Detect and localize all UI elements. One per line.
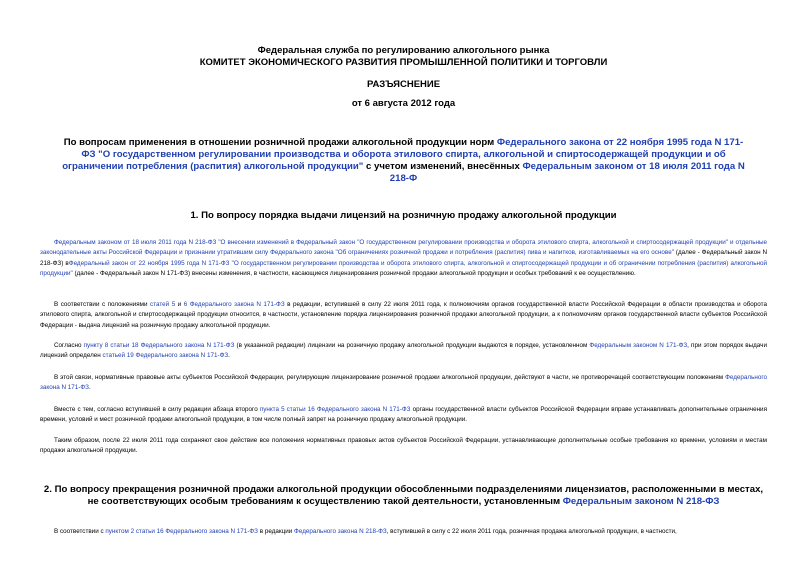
section-1-paragraph-3 (40, 341, 767, 362)
paragraph-text: В этой связи, нормативные правовые акты субъектов Российской Федерации, регулирующие лицензирование розничной продажи алкогольной продукции, действуют в части, не противоречащей соответствующим положениям (54, 374, 726, 381)
intro-text-1: По вопросам применения в отношении розничной продажи алкогольной продукции норм (63, 137, 497, 148)
link-law-171-provisions[interactable]: Федерального закона N 171-ФЗ (40, 374, 767, 392)
paragraph-text: В соответствии с положениями (54, 301, 151, 308)
committee-name: КОМИТЕТ ЭКОНОМИЧЕСКОГО РАЗВИТИЯ ПРОМЫШЛЕННОЙ ПОЛИТИКИ И ТОРГОВЛИ (199, 57, 608, 68)
paragraph-text: В соответствии с (54, 528, 106, 535)
section-1-paragraph-2 (40, 300, 767, 331)
paragraph-text: . (88, 384, 91, 392)
link-clause-8-article-18[interactable]: пункту 8 статьи 18 Федерального закона N 171-ФЗ (83, 342, 235, 349)
link-law-171[interactable]: Федеральным законом N 171-ФЗ (589, 342, 688, 349)
paragraph-text: органы государственной власти субъектов Российской Федерации вправе устанавливать дополнительные ограничения времени, условий и мест розничной продажи алкогольной продукции, в том числе полный запрет на розничную продажу алкогольной продукции. (40, 406, 767, 424)
paragraph-text: Согласно (54, 342, 84, 349)
paragraph-text: и (175, 301, 184, 308)
agency-name: Федеральная служба по регулированию алкогольного рынка (257, 45, 550, 56)
link-clause-5-article-16[interactable]: пункта 5 статьи 16 Федерального закона N 171-ФЗ (259, 406, 411, 413)
intro-text-2: с учетом изменений, внесённых (363, 161, 523, 172)
paragraph-text: Вместе с тем, согласно вступившей в силу редакции абзаца второго (54, 406, 260, 413)
section-1-paragraph-6 (40, 436, 767, 457)
intro-heading (60, 137, 747, 185)
section-1-paragraph-1 (40, 238, 767, 280)
paragraph-text: Таким образом, после 22 июля 2011 года сохраняют свое действие все положения нормативных правовых актов субъектов Российской Федерации, устанавливающие дополнительные особые требования ко времени, условиям и местам продажи алкогольной продукции. (40, 437, 767, 455)
paragraph-text: (далее - Федеральный закон N 218-ФЗ) в (40, 249, 767, 267)
paragraph-text: в редакции (258, 528, 295, 535)
section-1-paragraph-4 (40, 373, 767, 394)
link-article-5[interactable]: статей 5 (150, 301, 176, 308)
section-2-title-text: 2. По вопросу прекращения розничной продажи алкогольной продукции обособленными подразделениями лицензиатов, расположенными в местах, не соответствующих особым требованиям к осуществлению такой деятельности, установленным (43, 484, 764, 507)
link-federal-law-171[interactable]: Федерального закона от 22 ноября 1995 года N 171-ФЗ "О государственном регулировании производства и оборота этилового спирта, алкогольной и спиртосодержащей продукции и об ограничении потребления (распития) алкогольной продукции" (62, 137, 744, 172)
section-1-paragraph-5 (40, 405, 767, 426)
paragraph-text: (далее - Федеральный закон N 171-ФЗ) внесены изменения, в частности, касающиеся лицензирования розничной продажи алкогольной продукции и особых требований к ее осуществлению. (72, 270, 636, 278)
paragraph-text: . (228, 352, 230, 360)
link-law-171-full-title[interactable]: Федеральный закон от 22 ноября 1995 года N 171-ФЗ "О государственном регулировании производства и оборота этилового спирта, алкогольной и спиртосодержащей продукции и об ограничении потребления (распития) алкогольной продукции" (40, 259, 767, 278)
link-article-6-law-171[interactable]: 6 Федерального закона N 171-ФЗ (183, 301, 285, 308)
paragraph-text: в редакции, вступившей в силу 22 июля 2011 года, к полномочиям органов государственной власти Российской Федерации в области производства и оборота этилового спирта, алкогольной и спиртосодержащей продукции относится, в частности, установление порядка лицензирования розничной продажи алкогольной продукции, а к полномочиям органов государственной власти субъектов Российской Федерации - выдача лицензий на розничную продажу алкогольной продукции. (40, 301, 767, 329)
document-type: РАЗЪЯСНЕНИЕ (366, 79, 441, 90)
link-article-19-law-171[interactable]: статьей 19 Федерального закона N 171-ФЗ (102, 352, 229, 360)
link-federal-law-218[interactable]: Федеральным законом от 18 июля 2011 года N 218-Ф (389, 161, 745, 184)
section-2-title (40, 484, 767, 508)
paragraph-text: , при этом порядок выдачи лицензий определен (40, 342, 767, 360)
link-law-218-edition[interactable]: Федерального закона N 218-ФЗ (294, 528, 387, 535)
paragraph-text: , вступившей в силу с 22 июля 2011 года, розничная продажа алкогольной продукции, в частности, (386, 528, 677, 535)
link-law-218-section-2[interactable]: Федеральным законом N 218-ФЗ (562, 496, 720, 507)
document-date: от 6 августа 2012 года (351, 98, 456, 109)
section-2-paragraph-1 (40, 527, 767, 537)
link-law-218-full-title[interactable]: Федеральным законом от 18 июля 2011 года N 218-ФЗ "О внесении изменений в Федеральный закон "О государственном регулировании производства и оборота этилового спирта, алкогольной и спиртосодержащей продукции" и отдельные законодательные акты Российской Федерации и признании утратившим силу Федерального закона "Об ограничениях розничной продажи и потребления (распития) пива и напитков, изготавливаемых на его основе" (40, 239, 767, 257)
link-clause-2-article-16[interactable]: пунктом 2 статьи 16 Федерального закона N 171-ФЗ (105, 528, 258, 535)
paragraph-text: (в указанной редакции) лицензии на розничную продажу алкогольной продукции выдаются в порядке, установленном (234, 342, 590, 349)
section-1-title: 1. По вопросу порядка выдачи лицензий на розничную продажу алкогольной продукции (190, 210, 617, 221)
